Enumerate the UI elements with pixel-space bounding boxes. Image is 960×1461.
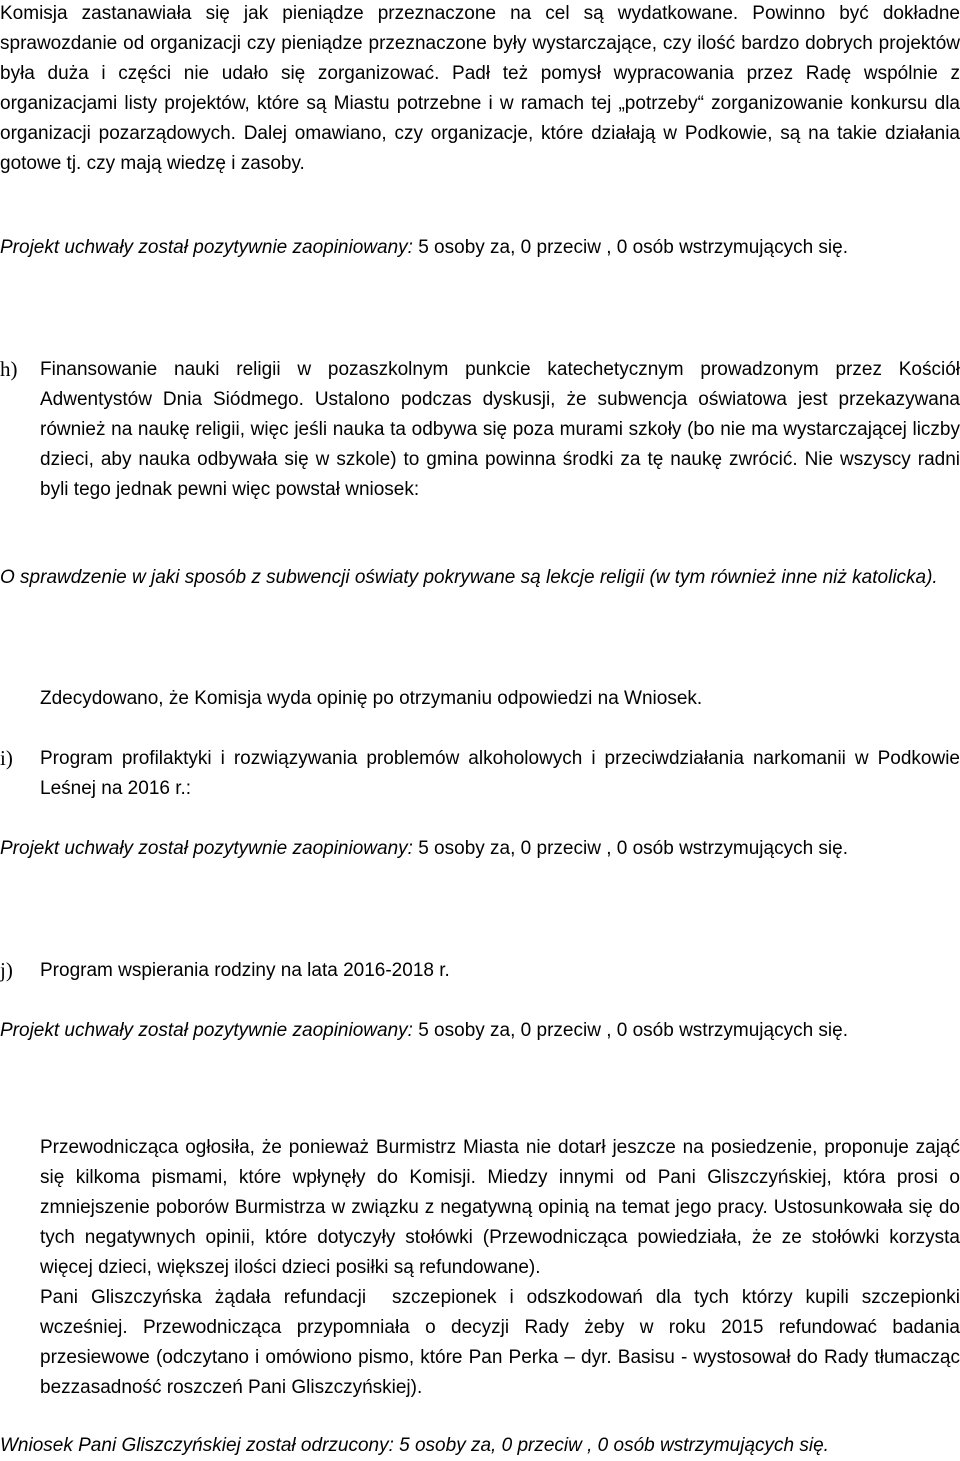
item-i-vote-result [0,834,960,864]
item-marker-h: h) [0,357,18,381]
final-vote-result: Wniosek Pani Gliszczyńskiej został odrzucony: 5 osoby za, 0 przeciw , 0 osób wstrzymujących się. [0,1435,829,1456]
item-h-text: Finansowanie nauki religii w pozaszkolnym punkcie katechetycznym prowadzonym przez Kościół Adwentystów Dnia Siódmego. Ustalono podczas dyskusji, że subwencja oświatowa jest przekazywana również na naukę religii, więc jeśli nauka ta odbywa się poza murami szkoły (bo nie ma wystarczającej liczby dzieci, aby nauka odbywała się w szkole) to gmina powinna środki za tę naukę zwrócić. Nie wszyscy radni byli tego jednak pewni więc powstał wniosek: [40,359,960,500]
vote-label: Projekt uchwały został pozytywnie zaopiniowany: [0,237,413,258]
item-marker-j: j) [0,958,13,982]
item-marker-i: i) [0,746,13,770]
closing-paragraph-1: Przewodnicząca ogłosiła, że ponieważ Burmistrz Miasta nie dotarł jeszcze na posiedzenie, proponuje zająć się kilkoma pismami, które wpłynęły do Komisji. Miedzy innymi od Pani Gliszczyńskiej, która prosi o zmniejszenie poborów Burmistrza w związku z negatywną opinią na temat jego pracy. Ustosunkowała się do tych negatywnych opinii, które dotyczyły stołówki (Przewodnicząca powiedziała, że ze stołówki korzysta więcej dzieci, większej ilości dzieci posiłki są refundowane). [40,1137,960,1278]
vote-count: 5 osoby za, 0 przeciw , 0 osób wstrzymujących się. [412,237,848,258]
closing-paragraph-2: Pani Gliszczyńska żądała refundacji szczepionek i odszkodowań dla tych którzy kupili szczepionki wcześniej. Przewodnicząca przypomniała o decyzji Rady żeby w roku 2015 refundować badania przesiewowe (odczytano i omówiono pismo, które Pan Perka – dyr. Basisu - wystosował do Rady tłumacząc bezzasadność roszczeń Pani Gliszczyńskiej). [40,1287,960,1398]
intro-vote-result [0,233,960,263]
item-i-text: Program profilaktyki i rozwiązywania problemów alkoholowych i przeciwdziałania narkomanii w Podkowie Leśnej na 2016 r.: [40,748,960,799]
motion-text: O sprawdzenie w jaki sposób z subwencji oświaty pokrywane są lekcje religii (w tym również inne niż katolicka). [0,567,938,588]
decision-text: Zdecydowano, że Komisja wyda opinię po otrzymaniu odpowiedzi na Wniosek. [40,688,703,709]
intro-paragraph: Komisja zastanawiała się jak pieniądze przeznaczone na cel są wydatkowane. Powinno być dokładne sprawozdanie od organizacji czy pieniądze przeznaczone były wystarczające, czy ilość bardzo dobrych projektów była duża i części nie udało się zorganizować. Padł też pomysł wypracowania przez Radę wspólnie z organizacjami listy projektów, które są Miastu potrzebne i w ramach tej „potrzeby“ zorganizowanie konkursu dla organizacji pozarządowych. Dalej omawiano, czy organizacje, które działają w Podkowie, są na takie działania gotowe tj. czy mają wiedzę i zasoby. [0,3,960,174]
vote-count: 5 osoby za, 0 przeciw , 0 osób wstrzymujących się. [412,838,848,859]
item-j-text: Program wspierania rodziny na lata 2016-2018 r. [40,960,450,981]
vote-label: Projekt uchwały został pozytywnie zaopiniowany: [0,838,413,859]
vote-label: Projekt uchwały został pozytywnie zaopiniowany: [0,1020,413,1041]
item-j-vote-result [0,1016,960,1046]
vote-count: 5 osoby za, 0 przeciw , 0 osób wstrzymujących się. [412,1020,848,1041]
